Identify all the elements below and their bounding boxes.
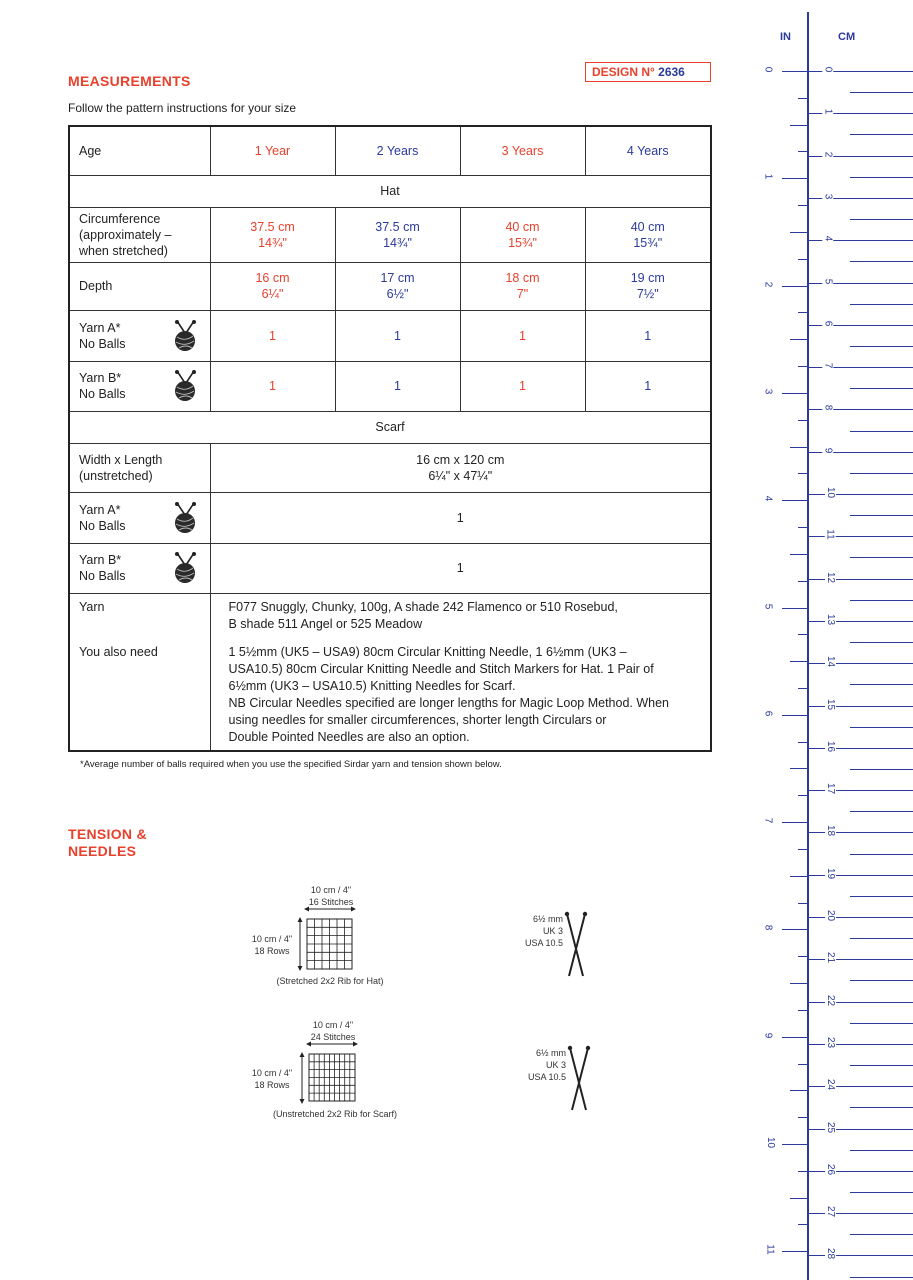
hat-section-label: Hat <box>69 175 711 207</box>
ruler-minor-tick <box>790 554 808 555</box>
tension2-rows: 18 Rows <box>254 1080 290 1090</box>
yarn-a-scarf-value: 1 <box>210 492 711 543</box>
depth-label: Depth <box>69 262 210 310</box>
yarn-a-hat-2: 1 <box>335 310 460 361</box>
ruler-cm-label: 2 <box>822 151 834 157</box>
depth-in: 6½" <box>386 287 409 301</box>
ruler-minor-tick <box>798 742 808 743</box>
wl-label-line: Width x Length <box>79 452 163 467</box>
yarn-row-label: Yarn <box>79 599 105 614</box>
ruler-minor-tick <box>790 1198 808 1199</box>
ruler-cm-label: 7 <box>822 362 834 369</box>
scarf-section-label: Scarf <box>69 411 711 443</box>
ruler-cm-label: 19 <box>825 867 837 879</box>
ruler-half-cm-tick <box>850 1150 913 1151</box>
yarn-b-scarf-value: 1 <box>210 543 711 593</box>
need-row-label: You also need <box>79 644 158 659</box>
ruler-minor-tick <box>790 983 808 984</box>
circ-cm: 37.5 cm <box>250 219 295 234</box>
design-label: DESIGN N° <box>592 65 659 79</box>
ruler-minor-tick <box>798 956 808 957</box>
ruler-minor-tick <box>798 420 808 421</box>
needle-uk: UK 3 <box>545 1060 566 1070</box>
depth-cm: 16 cm <box>255 271 290 285</box>
tension2-width: 10 cm / 4" <box>312 1020 354 1030</box>
ruler-inch-tick <box>782 71 808 72</box>
ruler-minor-tick <box>790 447 808 448</box>
ruler-cm-label: 9 <box>822 447 834 453</box>
ruler-inch-tick <box>782 178 808 179</box>
yarn-a-hat-3: 1 <box>460 310 585 361</box>
tension2-caption: (Unstretched 2x2 Rib for Scarf) <box>272 1109 398 1119</box>
circ-label-line: Circumference <box>79 211 161 226</box>
age-4: 4 Years <box>585 126 711 175</box>
yarn-b-hat-2: 1 <box>335 361 460 411</box>
ruler-minor-tick <box>798 1224 808 1225</box>
ruler-inch-label: 11 <box>764 1244 776 1255</box>
age-3: 3 Years <box>460 126 585 175</box>
yarn-a-line: No Balls <box>79 518 126 533</box>
ruler-half-cm-tick <box>850 896 913 897</box>
ruler-inch-label: 2 <box>762 281 774 287</box>
ruler-inch-tick <box>782 715 808 716</box>
ruler-half-cm-tick <box>850 92 913 93</box>
ruler-half-cm-tick <box>850 1234 913 1235</box>
needle-usa: USA 10.5 <box>524 938 563 948</box>
ruler-minor-tick <box>798 205 808 206</box>
intro-text: Follow the pattern instructions for your size <box>68 101 297 115</box>
ruler-half-cm-tick <box>850 304 913 305</box>
wl-cm: 16 cm x 120 cm <box>416 452 505 467</box>
need-line: Double Pointed Needles are also an option. <box>228 729 470 744</box>
circ-label-line: (approximately – <box>79 227 172 242</box>
ruler-minor-tick <box>790 339 808 340</box>
depth-cm: 17 cm <box>380 271 415 285</box>
need-line: NB Circular Needles specified are longer lengths for Magic Loop Method. When <box>228 695 670 710</box>
age-2: 2 Years <box>335 126 460 175</box>
need-line: using needles for smaller circumferences, shorter length Circulars or <box>228 712 607 727</box>
ruler-inch-label: 0 <box>762 66 774 73</box>
tension2-stitches: 24 Stitches <box>310 1032 356 1042</box>
ruler-half-cm-tick <box>850 431 913 432</box>
ruler-half-cm-tick <box>850 473 913 474</box>
tension1-height: 10 cm / 4" <box>251 934 293 944</box>
ruler-cm-label: 1 <box>822 109 834 115</box>
ruler-cm-label: 0 <box>822 66 834 73</box>
ruler-minor-tick <box>798 527 808 528</box>
yarn-line: B shade 511 Angel or 525 Meadow <box>228 616 423 631</box>
ruler-cm-label: 22 <box>825 994 837 1006</box>
ruler-half-cm-tick <box>850 134 913 135</box>
ruler-half-cm-tick <box>850 1107 913 1108</box>
tension-heading-line: TENSION & <box>68 826 147 842</box>
circ-cm: 40 cm <box>630 219 665 234</box>
ruler-inch-label: 10 <box>765 1136 777 1149</box>
ruler-half-cm-tick <box>850 642 913 643</box>
tension1-rows: 18 Rows <box>254 946 290 956</box>
ruler-cm-label: 28 <box>825 1248 837 1260</box>
ruler-inch-tick <box>782 1037 808 1038</box>
ruler-inch-label: 8 <box>762 925 774 931</box>
ruler-minor-tick <box>790 661 808 662</box>
ruler-minor-tick <box>798 849 808 850</box>
ruler-half-cm-tick <box>850 980 913 981</box>
ruler-cm-label: 3 <box>822 193 834 200</box>
ruler-cm-label: 4 <box>822 235 834 242</box>
needle-usa: USA 10.5 <box>527 1072 566 1082</box>
ruler-minor-tick <box>798 473 808 474</box>
ruler-cm-label: 15 <box>825 698 837 710</box>
ruler-half-cm-tick <box>850 811 913 812</box>
yarn-a-hat-4: 1 <box>585 310 711 361</box>
ruler-minor-tick <box>798 581 808 582</box>
ruler-inch-tick <box>782 1144 808 1145</box>
yarn-a-line: No Balls <box>79 336 126 351</box>
ruler-cm-label: 14 <box>825 656 837 668</box>
ruler-minor-tick <box>798 366 808 367</box>
ruler-half-cm-tick <box>850 1065 913 1066</box>
ruler-minor-tick <box>798 98 808 99</box>
tension1-width: 10 cm / 4" <box>310 885 352 895</box>
depth-cm: 19 cm <box>630 271 665 285</box>
needle-size: 6½ mm <box>532 914 563 924</box>
ruler-minor-tick <box>790 1090 808 1091</box>
ruler-inch-tick <box>782 929 808 930</box>
wl-in: 6¼" x 47¼" <box>428 468 493 483</box>
ruler-inch-label: 6 <box>762 710 774 717</box>
tension1-stitches: 16 Stitches <box>308 897 354 907</box>
needle-size: 6½ mm <box>535 1048 566 1058</box>
need-line: 6½mm (UK3 – USA10.5) Knitting Needles for Scarf. <box>228 678 516 693</box>
depth-in: 7½" <box>636 287 659 301</box>
ruler-minor-tick <box>790 768 808 769</box>
ruler-half-cm-tick <box>850 388 913 389</box>
yarn-b-line: Yarn B* <box>79 371 122 385</box>
ruler-cm-label: 10 <box>825 486 837 499</box>
ruler-cm-label: 18 <box>825 825 837 837</box>
ruler-minor-tick <box>798 259 808 260</box>
ruler-minor-tick <box>790 125 808 126</box>
ruler-cm-label: CM <box>838 31 856 43</box>
ruler-half-cm-tick <box>850 515 913 516</box>
circ-in: 15¾" <box>508 235 537 250</box>
ruler-half-cm-tick <box>850 727 913 728</box>
ruler-half-cm-tick <box>850 600 913 601</box>
ruler-half-cm-tick <box>850 938 913 939</box>
yarn-a-hat-1: 1 <box>210 310 335 361</box>
age-label: Age <box>69 126 210 175</box>
ruler-half-cm-tick <box>850 1277 913 1278</box>
yarn-a-line: Yarn A* <box>79 502 121 517</box>
ruler-half-cm-tick <box>850 219 913 220</box>
ruler-inch-label: 4 <box>762 495 774 502</box>
ruler-minor-tick <box>798 151 808 152</box>
ruler-cm-label: 26 <box>825 1163 837 1175</box>
design-number: 2636 <box>658 65 685 79</box>
tension2-height: 10 cm / 4" <box>251 1068 293 1078</box>
ruler-minor-tick <box>798 688 808 689</box>
ruler-cm-label: 13 <box>825 613 837 625</box>
ruler-cm-label: 20 <box>825 909 837 922</box>
ruler-cm-label: 17 <box>825 783 837 795</box>
ruler-inch-tick <box>782 608 808 609</box>
ruler-minor-tick <box>798 312 808 313</box>
yarn-b-hat-3: 1 <box>460 361 585 411</box>
circ-in: 14¾" <box>383 235 412 250</box>
ruler-cm-label: 8 <box>822 405 834 411</box>
age-1: 1 Year <box>210 126 335 175</box>
depth-in: 7" <box>516 287 529 301</box>
ruler-inch-label: 7 <box>762 817 774 824</box>
ruler-in-label: IN <box>780 31 791 43</box>
ruler-inch-tick <box>782 822 808 823</box>
depth-in: 6¼" <box>261 287 284 301</box>
circ-in: 14¾" <box>258 235 287 250</box>
needle-uk: UK 3 <box>542 926 563 936</box>
ruler-cm-label: 21 <box>825 952 837 964</box>
ruler-cm-label: 27 <box>825 1206 837 1218</box>
need-line: 1 5½mm (UK5 – USA9) 80cm Circular Knitting Needle, 1 6½mm (UK3 – <box>228 644 627 659</box>
depth-cm: 18 cm <box>505 271 540 285</box>
ruler-inch-label: 9 <box>762 1032 774 1038</box>
ruler-cm-label: 12 <box>825 571 837 583</box>
ruler-half-cm-tick <box>850 684 913 685</box>
tension1-caption: (Stretched 2x2 Rib for Hat) <box>276 976 384 986</box>
ruler-half-cm-tick <box>850 1023 913 1024</box>
ruler-inch-label: 1 <box>762 174 774 180</box>
yarn-b-hat-1: 1 <box>210 361 335 411</box>
ruler-minor-tick <box>790 232 808 233</box>
wl-label-line: (unstretched) <box>79 468 153 483</box>
ruler-minor-tick <box>798 1171 808 1172</box>
ruler-half-cm-tick <box>850 177 913 178</box>
ruler-inch-tick <box>782 286 808 287</box>
ruler-half-cm-tick <box>850 854 913 855</box>
ruler-half-cm-tick <box>850 557 913 558</box>
circ-cm: 40 cm <box>505 219 540 234</box>
need-line: USA10.5) 80cm Circular Knitting Needle and Stitch Markers for Hat. 1 Pair of <box>228 661 654 676</box>
footnote: *Average number of balls required when you use the specified Sirdar yarn and tension shown below. <box>80 759 502 770</box>
ruler-inch-tick <box>782 500 808 501</box>
yarn-b-line: No Balls <box>79 569 126 583</box>
ruler-half-cm-tick <box>850 1192 913 1193</box>
tension-heading-line: NEEDLES <box>68 843 137 859</box>
ruler-minor-tick <box>798 1117 808 1118</box>
ruler-half-cm-tick <box>850 769 913 770</box>
ruler-cm-label: 23 <box>825 1036 837 1048</box>
yarn-b-line: Yarn B* <box>79 553 122 567</box>
yarn-a-line: Yarn A* <box>79 320 121 335</box>
ruler-minor-tick <box>798 634 808 635</box>
ruler-cm-label: 16 <box>825 740 837 752</box>
measurements-heading: MEASUREMENTS <box>68 73 191 89</box>
yarn-b-hat-4: 1 <box>585 361 711 411</box>
yarn-b-line: No Balls <box>79 387 126 401</box>
circ-cm: 37.5 cm <box>375 219 420 234</box>
ruler-cm-label: 24 <box>825 1079 837 1091</box>
ruler-minor-tick <box>798 795 808 796</box>
ruler-minor-tick <box>798 1010 808 1011</box>
circ-label-line: when stretched) <box>79 243 168 258</box>
ruler-inch-tick <box>782 1251 808 1252</box>
ruler-minor-tick <box>790 876 808 877</box>
ruler-half-cm-tick <box>850 261 913 262</box>
ruler-cm-label: 25 <box>825 1121 837 1133</box>
ruler-minor-tick <box>798 1064 808 1065</box>
yarn-line: F077 Snuggly, Chunky, 100g, A shade 242 Flamenco or 510 Rosebud, <box>228 599 618 614</box>
ruler-cm-label: 11 <box>824 529 836 540</box>
ruler-inch-label: 5 <box>762 603 774 609</box>
ruler-cm-label: 6 <box>822 320 834 327</box>
ruler-inch-tick <box>782 393 808 394</box>
ruler-cm-label: 5 <box>822 278 834 284</box>
circ-in: 15¾" <box>633 235 663 250</box>
ruler-minor-tick <box>798 903 808 904</box>
ruler-inch-label: 3 <box>762 388 774 395</box>
ruler-half-cm-tick <box>850 346 913 347</box>
